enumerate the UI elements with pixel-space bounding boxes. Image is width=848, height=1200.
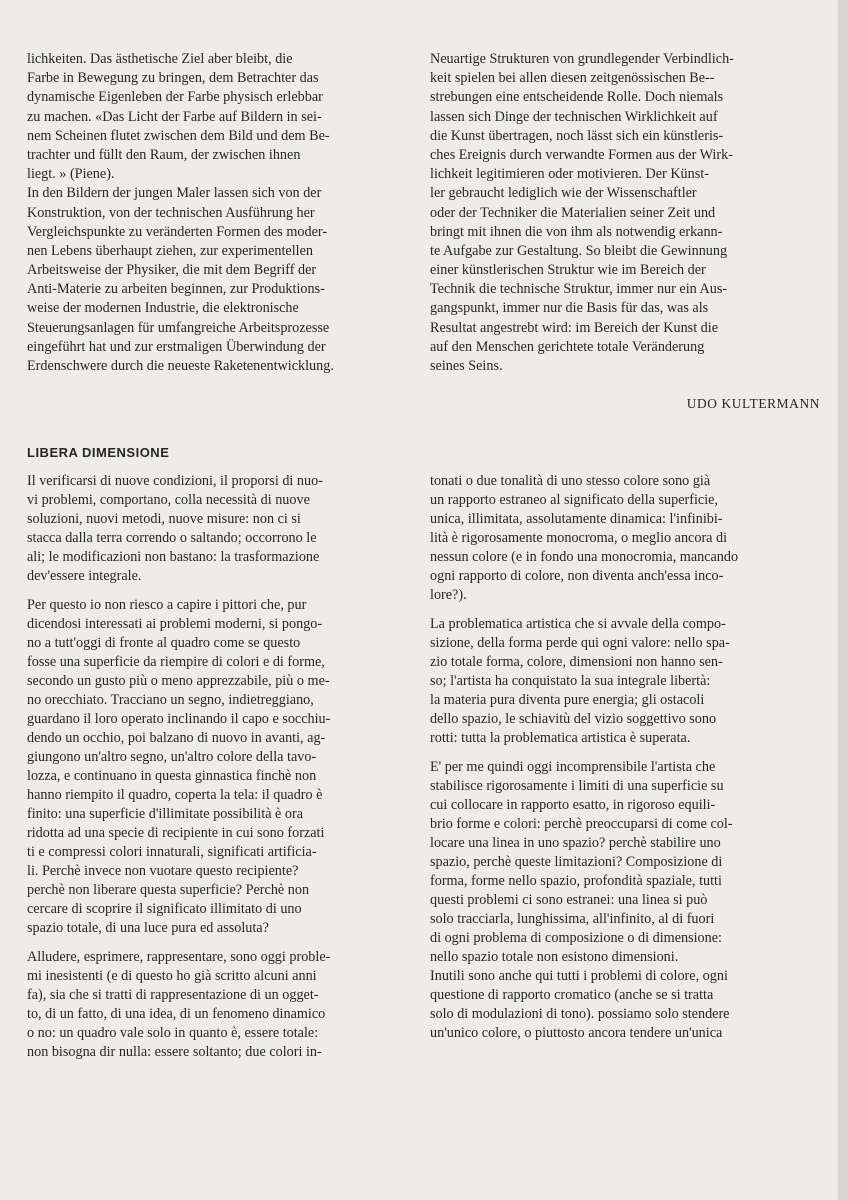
text-line: dynamische Eigenleben der Farbe physisch erlebbar <box>27 89 323 106</box>
text-line: spazio totale, di una luce pura ed assoluta? <box>27 920 269 936</box>
text-line: giungono un'altro segno, un'altro colore della tavo- <box>27 749 317 765</box>
text-line: ogni rapporto di colore, non diventa anch'essa inco- <box>430 568 724 584</box>
text-line: lichkeiten. Das ästhetische Ziel aber bleibt, die <box>27 51 293 67</box>
text-line: trachter und füllt den Raum, der zwischen ihnen <box>27 146 301 163</box>
paragraph-gap <box>430 748 738 758</box>
text-line: Alludere, esprimere, rappresentare, sono oggi proble- <box>27 949 331 965</box>
text-line: Technik die technische Struktur, immer nur ein Aus- <box>430 281 728 298</box>
text-line: nem Scheinen flutet zwischen dem Bild und dem Be- <box>27 127 330 144</box>
paragraph-gap <box>27 938 330 948</box>
text-line: ali; le modificazioni non bastano: la trasformazione <box>27 549 320 565</box>
text-line: dicendosi interessati ai problemi moderni, si pongo- <box>27 616 323 632</box>
text-line: unica, illimitata, assolutamente dinamica: l'infinibi- <box>430 511 723 527</box>
text-line: zio totale forma, colore, dimensioni non hanno sen- <box>430 654 723 670</box>
text-line: forma, forme nello spazio, profondità spaziale, tutti <box>430 873 722 889</box>
text-line: weise der modernen Industrie, die elektronische <box>27 300 299 317</box>
text-line: o no: un quadro vale solo in quanto è, essere totale: <box>27 1025 319 1041</box>
section-heading: LIBERA DIMENSIONE <box>27 445 170 460</box>
page-edge <box>838 0 848 1200</box>
text-line: no a tutt'oggi di fronte al quadro come se questo <box>27 635 301 651</box>
text-line: nello spazio totale non esistono dimensioni. <box>430 949 679 965</box>
text-line: Anti-Materie zu arbeiten beginnen, zur Produktions- <box>27 281 325 298</box>
text-line: die Kunst übertragen, noch lässt sich ein künstleris- <box>430 127 724 144</box>
text-line: Inutili sono anche qui tutti i problemi di colore, ogni <box>430 968 728 984</box>
text-line: un'unico colore, o piuttosto ancora tendere un'unica <box>430 1025 723 1041</box>
text-line: E' per me quindi oggi incomprensibile l'artista che <box>430 759 716 775</box>
text-line: brio forme e colori: perchè preoccuparsi di come col- <box>430 816 733 832</box>
text-line: tonati o due tonalità di uno stesso colore sono già <box>430 473 711 489</box>
text-line: dev'essere integrale. <box>27 568 142 584</box>
text-line: rotti: tutta la problematica artistica è superata. <box>430 730 691 746</box>
text-line: spazio, perchè queste limitazioni? Composizione di <box>430 854 723 870</box>
text-line: so; l'artista ha conquistato la sua integrale libertà: <box>430 673 711 689</box>
paragraph-gap <box>27 586 330 596</box>
text-line: lassen sich Dinge der technischen Wirklichkeit auf <box>430 108 718 125</box>
text-line: strebungen eine entscheidende Rolle. Doch niemals <box>430 89 724 106</box>
text-line: Arbeitsweise der Physiker, die mit dem Begriff der <box>27 262 317 279</box>
text-line: bringt mit ihnen die von ihm als notwendig erkann- <box>430 223 723 240</box>
text-line: oder der Techniker die Materialien seiner Zeit und <box>430 204 716 221</box>
text-line: cercare di scoprire il significato illimitato di uno <box>27 901 302 917</box>
text-line: solo tracciarla, lunghissima, all'infinito, al di fuori <box>430 911 715 927</box>
text-line: Erdenschwere durch die neueste Raketenentwicklung. <box>27 358 334 374</box>
text-line: mi inesistenti (e di questo ho già scritto alcuni anni <box>27 968 317 984</box>
text-line: dendo un occhio, poi balzano di nuovo in avanti, ag- <box>27 730 326 746</box>
text-line: te Aufgabe zur Gestaltung. So bleibt die Gewinnung <box>430 242 728 259</box>
text-line: Farbe in Bewegung zu bringen, dem Betrachter das <box>27 70 319 87</box>
text-line: ler gebraucht lediglich wie der Wissenschaftler <box>430 185 697 202</box>
text-line: to, di un fatto, di una idea, di un fenomeno dinamico <box>27 1006 326 1022</box>
paragraph <box>27 596 330 938</box>
text-line: perchè non liberare questa superficie? Perchè non <box>27 882 310 898</box>
text-line: secondo un gusto più o meno apprezzabile, più o me- <box>27 673 330 689</box>
text-line: Steuerungsanlagen für umfangreiche Arbeitsprozesse <box>27 319 330 336</box>
text-line: Neuartige Strukturen von grundlegender Verbindlich- <box>430 51 734 67</box>
text-line: Resultat angestrebt wird: im Bereich der Kunst die <box>430 319 719 336</box>
text-line: vi problemi, comportano, colla necessità di nuove <box>27 492 310 508</box>
text-line: sizione, della forma perde qui ogni valore: nello spa- <box>430 635 730 651</box>
paragraph <box>27 472 330 586</box>
paragraph <box>430 615 738 748</box>
text-line: eingeführt hat und zur erstmaligen Überwindung der <box>27 338 326 355</box>
text-line: cui collocare in rapporto esatto, in rigoroso equili- <box>430 797 716 813</box>
text-line: di ogni problema di composizione o di dimensione: <box>430 930 722 946</box>
text-line: Vergleichspunkte zu veränderten Formen des moder- <box>27 223 328 240</box>
text-line: stabilisce rigorosamente i limiti di una superficie su <box>430 778 724 794</box>
text-line: stacca dalla terra correndo o saltando; occorrono le <box>27 530 317 546</box>
text-line: ridotta ad una specie di recipiente in cui sono forzati <box>27 825 325 841</box>
text-line: la materia pura diventa pure energia; gli ostacoli <box>430 692 705 708</box>
paragraph <box>430 472 738 605</box>
text-line: einer künstlerischen Struktur wie im Bereich der <box>430 262 706 279</box>
author-signature: UDO KULTERMANN <box>686 396 820 411</box>
text-line: guardano il loro operato inclinando il capo e socchiu- <box>27 711 331 727</box>
text-line: nessun colore (e in fondo una monocromia, mancando <box>430 549 739 565</box>
text-line: non bisogna dir nulla: essere soltanto; due colori in- <box>27 1044 322 1060</box>
text-line: lità è rigorosamente monocroma, o meglio ancora di <box>430 530 728 546</box>
text-line: dello spazio, le schiavitù del vizio soggettivo sono <box>430 711 717 727</box>
text-line: questi problemi ci sono estranei: una linea si può <box>430 892 708 908</box>
paragraph <box>430 758 738 1043</box>
text-line: fa), sia che si tratti di rappresentazione di un ogget- <box>27 987 319 1003</box>
text-line: li. Perchè invece non vuotare questo recipiente? <box>27 863 299 879</box>
text-line: questione di rapporto cromatico (anche se si tratta <box>430 987 714 1003</box>
text-line: solo di modulazioni di tono). possiamo solo stendere <box>430 1006 730 1022</box>
text-line: Konstruktion, von der technischen Ausführung her <box>27 204 315 221</box>
text-line: Il verificarsi di nuove condizioni, il proporsi di nuo- <box>27 473 323 489</box>
text-line: liegt. » (Piene). <box>27 166 115 183</box>
text-line: lichkeit legitimieren oder motivieren. Der Künst- <box>430 166 709 183</box>
text-line: Per questo io non riesco a capire i pittori che, pur <box>27 597 307 613</box>
text-line: locare una linea in uno spazio? perchè stabilire uno <box>430 835 721 851</box>
text-line: La problematica artistica che si avvale della compo- <box>430 616 726 632</box>
text-line: gangspunkt, immer nur die Basis für das, was als <box>430 300 709 317</box>
text-line: In den Bildern der jungen Maler lassen sich von der <box>27 185 322 202</box>
top-right-column <box>430 50 734 376</box>
text-line: ches Ereignis durch verwandte Formen aus der Wirk- <box>430 146 733 163</box>
text-line: hanno riempito il quadro, coperta la tela: il quadro è <box>27 787 323 803</box>
text-line: nen Lebens überhaupt ziehen, zur experimentellen <box>27 242 313 259</box>
text-line: soluzioni, nuovi metodi, nuove misure: non ci si <box>27 511 301 527</box>
text-line: zu machen. «Das Licht der Farbe auf Bildern in sei- <box>27 108 322 125</box>
text-line: keit spielen bei allen diesen zeitgenössischen Be-- <box>430 70 715 87</box>
text-line: finito: una superficie d'illimitate possibilità è ora <box>27 806 303 822</box>
text-line: lore?). <box>430 587 467 603</box>
top-left-column <box>27 50 334 376</box>
text-line: seines Seins. <box>430 358 503 374</box>
text-line: ti e compressi colori innaturali, significati artificia- <box>27 844 317 860</box>
text-line: lozza, e continuano in questa ginnastica finchè non <box>27 768 317 784</box>
paragraph-gap <box>430 605 738 615</box>
text-line: no orecchiato. Tracciano un segno, indietreggiano, <box>27 692 314 708</box>
text-line: auf den Menschen gerichtete totale Veränderung <box>430 338 705 355</box>
paragraph <box>27 948 330 1062</box>
bottom-left-column <box>27 472 330 1062</box>
bottom-right-column <box>430 472 738 1043</box>
text-line: fosse una superficie da riempire di colori e di forme, <box>27 654 325 670</box>
text-line: un rapporto estraneo al significato della superficie, <box>430 492 718 508</box>
